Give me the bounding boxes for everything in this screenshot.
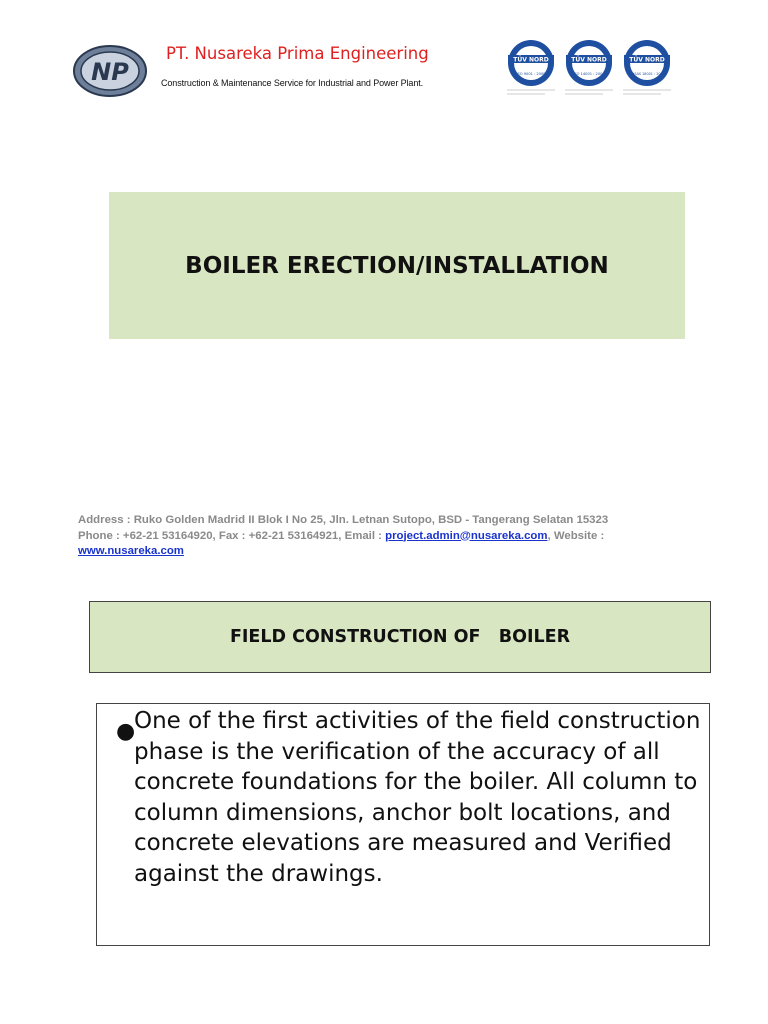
cert-badge-ohsas-18001 [621, 38, 673, 100]
bullet-content-box [96, 703, 710, 946]
cert-badge-iso-9001 [505, 38, 557, 100]
svg-text:TÜV NORD: TÜV NORD [513, 56, 549, 64]
company-logo [72, 44, 148, 98]
website-label: , Website : [547, 529, 605, 542]
bullet-dot-icon: ● [116, 719, 136, 744]
phone-line [78, 529, 698, 545]
section-header [89, 601, 711, 673]
bullet-text: One of the first activities of the field construction phase is the verification of the accuracy of all concrete foundations for the boiler. All column to column dimensions, anchor bolt locations, and concrete elevations are measured and Verified against the drawings. [134, 708, 701, 887]
logo-text: NP [91, 58, 129, 86]
svg-text:TÜV NORD: TÜV NORD [571, 56, 607, 64]
certification-badges [505, 38, 677, 100]
website-link[interactable]: www.nusareka.com [78, 545, 184, 557]
phone-fax-text: Phone : +62-21 53164920, Fax : +62-21 53164921, Email : [78, 529, 386, 542]
company-tagline: Construction & Maintenance Service for Industrial and Power Plant. [161, 78, 424, 88]
svg-text:ISO 9001 : 2008: ISO 9001 : 2008 [516, 72, 546, 76]
email-link[interactable]: project.admin@nusareka.com [385, 529, 548, 542]
page-title: BOILER ERECTION/INSTALLATION [185, 252, 609, 279]
contact-info [78, 513, 698, 560]
svg-text:TÜV NORD: TÜV NORD [629, 56, 665, 64]
title-banner [109, 192, 685, 339]
svg-text:OHSAS 18001 : 2007: OHSAS 18001 : 2007 [629, 72, 665, 76]
address-line: Address : Ruko Golden Madrid II Blok I No 25, Jln. Letnan Sutopo, BSD - Tangerang Selatan 15323 [78, 514, 609, 526]
svg-text:ISO 14001 : 2004: ISO 14001 : 2004 [573, 72, 605, 76]
cert-badge-iso-14001 [563, 38, 615, 100]
company-name: PT. Nusareka Prima Engineering [166, 44, 429, 63]
section-title: FIELD CONSTRUCTION OF BOILER [229, 627, 571, 647]
